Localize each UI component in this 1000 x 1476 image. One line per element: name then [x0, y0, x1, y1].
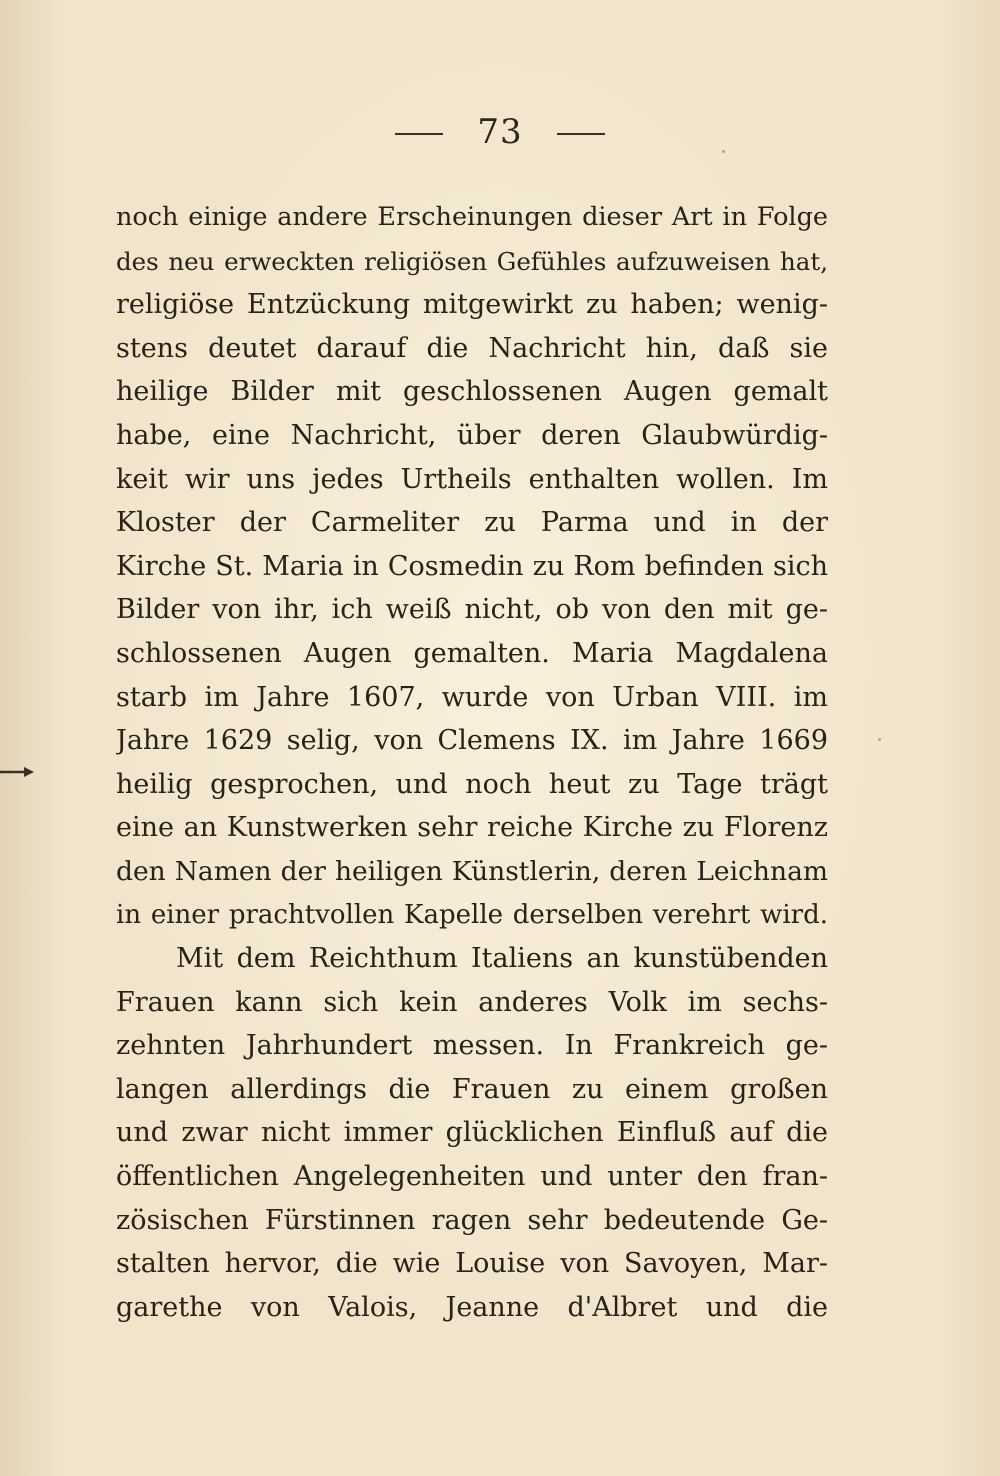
page-number: 73: [477, 112, 523, 152]
text-line: stalten hervor, die wie Louise von Savoyen, Mar-: [116, 1248, 828, 1280]
paragraph: [116, 196, 828, 937]
paper-speck: [722, 150, 725, 153]
text-line: Bilder von ihr, ich weiß nicht, ob von den mit ge-: [116, 594, 828, 626]
text-line: garethe von Valois, Jeanne d'Albret und die: [116, 1291, 828, 1323]
text-line: und zwar nicht immer glücklichen Einfluß auf die: [116, 1117, 828, 1149]
margin-arrow-icon: [0, 765, 34, 779]
text-line: Kirche St. Maria in Cosmedin zu Rom befinden sich: [116, 550, 828, 582]
text-line: den Namen der heiligen Künstlerin, deren Leichnam: [116, 855, 828, 887]
text-line: eine an Kunstwerken sehr reiche Kirche zu Florenz: [116, 812, 828, 844]
text-line: habe, eine Nachricht, über deren Glaubwürdig-: [116, 419, 828, 451]
text-line: stens deutet darauf die Nachricht hin, daß sie: [116, 332, 828, 364]
header-dash-right: [557, 133, 605, 135]
text-line: Jahre 1629 selig, von Clemens IX. im Jahre 1669: [116, 725, 828, 757]
text-line: starb im Jahre 1607, wurde von Urban VIII. im: [116, 681, 828, 713]
paragraph: [116, 937, 828, 1329]
text-line: keit wir uns jedes Urtheils enthalten wollen. Im: [116, 463, 828, 495]
text-line: zösischen Fürstinnen ragen sehr bedeutende Ge-: [116, 1204, 828, 1236]
text-line: zehnten Jahrhundert messen. In Frankreich ge-: [116, 1030, 828, 1062]
text-line: öffentlichen Angelegenheiten und unter den fran-: [116, 1161, 828, 1193]
page-header: [0, 112, 1000, 152]
text-line: in einer prachtvollen Kapelle derselben verehrt wird.: [116, 899, 828, 930]
text-line: Kloster der Carmeliter zu Parma und in der: [116, 507, 828, 539]
text-line: religiöse Entzückung mitgewirkt zu haben; wenig-: [116, 289, 828, 321]
paper-speck: [878, 738, 881, 741]
text-line: Mit dem Reichthum Italiens an kunstübenden: [176, 943, 828, 975]
text-line: schlossenen Augen gemalten. Maria Magdalena: [116, 637, 828, 669]
text-line: noch einige andere Erscheinungen dieser Art in Folge: [116, 202, 828, 232]
header-dash-left: [395, 133, 443, 135]
text-line: des neu erweckten religiösen Gefühles aufzuweisen hat,: [116, 246, 828, 276]
text-line: langen allerdings die Frauen zu einem großen: [116, 1073, 828, 1105]
text-line: heilig gesprochen, und noch heut zu Tage trägt: [116, 768, 828, 800]
body-text: [116, 196, 828, 1329]
text-line: heilige Bilder mit geschlossenen Augen gemalt: [116, 376, 828, 408]
text-line: Frauen kann sich kein anderes Volk im sechs-: [116, 986, 828, 1018]
